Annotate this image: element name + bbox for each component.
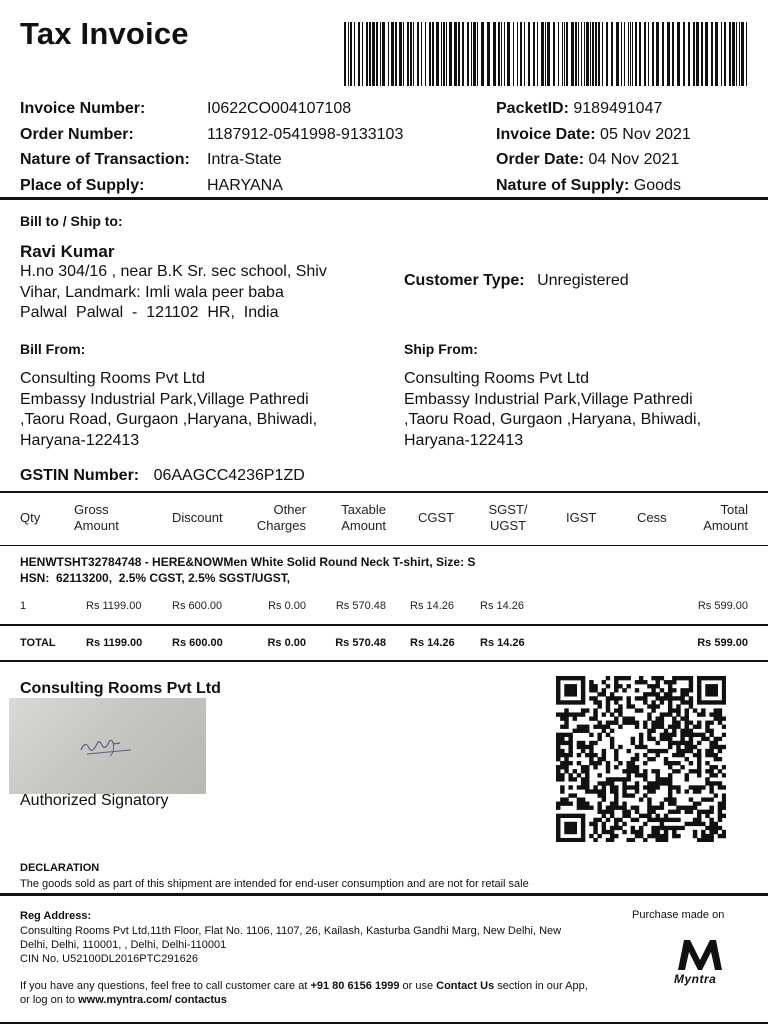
divider [0, 545, 768, 546]
cin-number: CIN No. U52100DL2016PTC291626 [20, 953, 198, 965]
bill-to-label: Bill to / Ship to: [20, 213, 123, 229]
nature-of-supply-label: Nature of Supply: [496, 177, 630, 194]
col-igst: IGST [566, 510, 597, 525]
total-other-charges: Rs 0.00 [267, 637, 306, 649]
reg-address-line: Delhi, Delhi, 110001, , Delhi, Delhi-110001 [20, 939, 227, 951]
contact-text: or use [399, 980, 437, 992]
nature-of-supply-value: Goods [633, 177, 681, 194]
signature-image [9, 698, 206, 794]
total-taxable: Rs 570.48 [335, 637, 386, 649]
address-line: ,Taoru Road, Gurgaon ,Haryana, Bhiwadi, [20, 411, 318, 428]
total-discount: Rs 600.00 [172, 637, 223, 649]
order-date-label: Order Date: [496, 151, 585, 168]
barcode-image [344, 22, 748, 86]
purchase-made-on-label: Purchase made on [632, 909, 725, 921]
item-taxable: Rs 570.48 [335, 600, 386, 612]
total-label: TOTAL [20, 637, 56, 649]
col-total-amount: Total Amount [703, 502, 748, 533]
nature-of-transaction-label: Nature of Transaction: [20, 151, 190, 168]
address-line: Consulting Rooms Pvt Ltd [20, 370, 205, 387]
col-cgst: CGST [418, 510, 455, 525]
order-number-value: 1187912-0541998-9133103 [207, 126, 404, 143]
reg-address [20, 924, 620, 966]
customer-type-label: Customer Type: [404, 272, 525, 289]
packet-id-row [496, 100, 662, 118]
invoice-title: Tax Invoice [20, 16, 189, 51]
col-sgst-ugst: SGST/ UGST [488, 502, 528, 533]
signature-scribble [9, 698, 206, 794]
item-qty: 1 [20, 600, 27, 612]
item-total: Rs 599.00 [697, 600, 748, 612]
ship-from-address [404, 369, 701, 451]
gstin-label: GSTIN Number: [20, 467, 140, 484]
place-of-supply-label: Place of Supply: [20, 177, 145, 194]
col-other-charges: Other Charges [256, 502, 306, 533]
item-cgst: Rs 14.26 [410, 600, 455, 612]
item-discount: Rs 600.00 [172, 600, 223, 612]
address-line: Embassy Industrial Park,Village Pathredi [20, 390, 309, 408]
gstin-row [20, 467, 305, 485]
address-line: Haryana-122413 [404, 431, 524, 449]
customer-care-phone[interactable]: +91 80 6156 1999 [310, 980, 400, 992]
myntra-logo-icon [672, 934, 728, 990]
packet-id-label: PacketID: [496, 100, 569, 117]
total-sgst: Rs 14.26 [480, 637, 525, 649]
reg-address-line: Consulting Rooms Pvt Ltd,11th Floor, Flat No. 1106, 1107, 26, Kailash, Kasturba Gandhi Marg, New Delhi, New [20, 925, 562, 937]
seller-company-name: Consulting Rooms Pvt Ltd [20, 680, 221, 697]
address-line: ,Taoru Road, Gurgaon ,Haryana, Bhiwadi, [404, 411, 702, 428]
invoice-number-row [20, 100, 145, 118]
authorized-signatory-label: Authorized Signatory [20, 792, 169, 809]
customer-type-value: Unregistered [537, 272, 629, 289]
item-other-charges: Rs 0.00 [268, 600, 306, 612]
total-gross: Rs 1199.00 [86, 637, 143, 649]
invoice-date-row [496, 126, 691, 144]
customer-type-row [404, 272, 629, 290]
contact-us-link[interactable]: Contact Us [436, 980, 495, 992]
order-number-label: Order Number: [20, 126, 134, 143]
packet-id-value: 9189491047 [573, 100, 663, 117]
contact-text: If you have any questions, feel free to call customer care at [20, 980, 311, 992]
address-line: Palwal Palwal - 121102 HR, India [20, 304, 279, 321]
address-line: Haryana-122413 [20, 431, 140, 449]
myntra-logo-text: Myntra [674, 972, 717, 986]
bill-from-address [20, 369, 317, 451]
invoice-number-label: Invoice Number: [20, 100, 146, 117]
myntra-contact-url[interactable]: www.myntra.com/ contactus [78, 994, 227, 1006]
divider [0, 893, 768, 896]
qr-code-image [556, 676, 726, 842]
order-date-value: 04 Nov 2021 [588, 151, 680, 168]
declaration-text: The goods sold as part of this shipment are intended for end-user consumption and are not for retail sale [20, 878, 529, 890]
nature-of-transaction-value: Intra-State [207, 151, 282, 168]
total-cgst: Rs 14.26 [410, 637, 455, 649]
col-discount: Discount [172, 510, 223, 525]
item-sgst: Rs 14.26 [480, 600, 525, 612]
reg-address-label: Reg Address: [20, 910, 92, 922]
item-gross: Rs 1199.00 [86, 600, 142, 612]
invoice-date-value: 05 Nov 2021 [600, 126, 691, 143]
order-date-row [496, 151, 679, 169]
total-amount: Rs 599.00 [697, 637, 748, 649]
address-line: Vihar, Landmark: Imli wala peer baba [20, 283, 284, 301]
bill-from-label: Bill From: [20, 341, 86, 357]
gstin-value: 06AAGCC4236P1ZD [153, 467, 305, 484]
divider [0, 491, 768, 493]
col-gross-amount: Gross Amount [74, 502, 119, 533]
place-of-supply-value: HARYANA [207, 177, 283, 194]
contact-text: or log on to [20, 994, 79, 1006]
item-description: HENWTSHT32784748 - HERE&NOWMen White Solid Round Neck T-shirt, Size: S [20, 555, 476, 569]
customer-address [20, 262, 327, 324]
declaration-title: DECLARATION [20, 862, 100, 874]
divider [0, 660, 768, 662]
col-taxable-amount: Taxable Amount [341, 502, 386, 533]
divider [0, 624, 768, 626]
contact-info [20, 979, 640, 1007]
nature-of-supply-row [496, 177, 681, 195]
invoice-date-label: Invoice Date: [496, 126, 596, 143]
ship-from-label: Ship From: [404, 341, 478, 357]
divider [0, 197, 768, 200]
invoice-number-value: I0622CO004107108 [207, 100, 352, 117]
contact-text: section in our App, [494, 980, 588, 992]
address-line: Consulting Rooms Pvt Ltd [404, 370, 589, 387]
address-line: Embassy Industrial Park,Village Pathredi [404, 390, 693, 408]
customer-name: Ravi Kumar [20, 242, 115, 261]
col-cess: Cess [637, 510, 667, 525]
col-qty: Qty [20, 510, 41, 525]
address-line: H.no 304/16 , near B.K Sr. sec school, Shiv [20, 263, 327, 280]
item-hsn: HSN: 62113200, 2.5% CGST, 2.5% SGST/UGST, [20, 571, 291, 585]
